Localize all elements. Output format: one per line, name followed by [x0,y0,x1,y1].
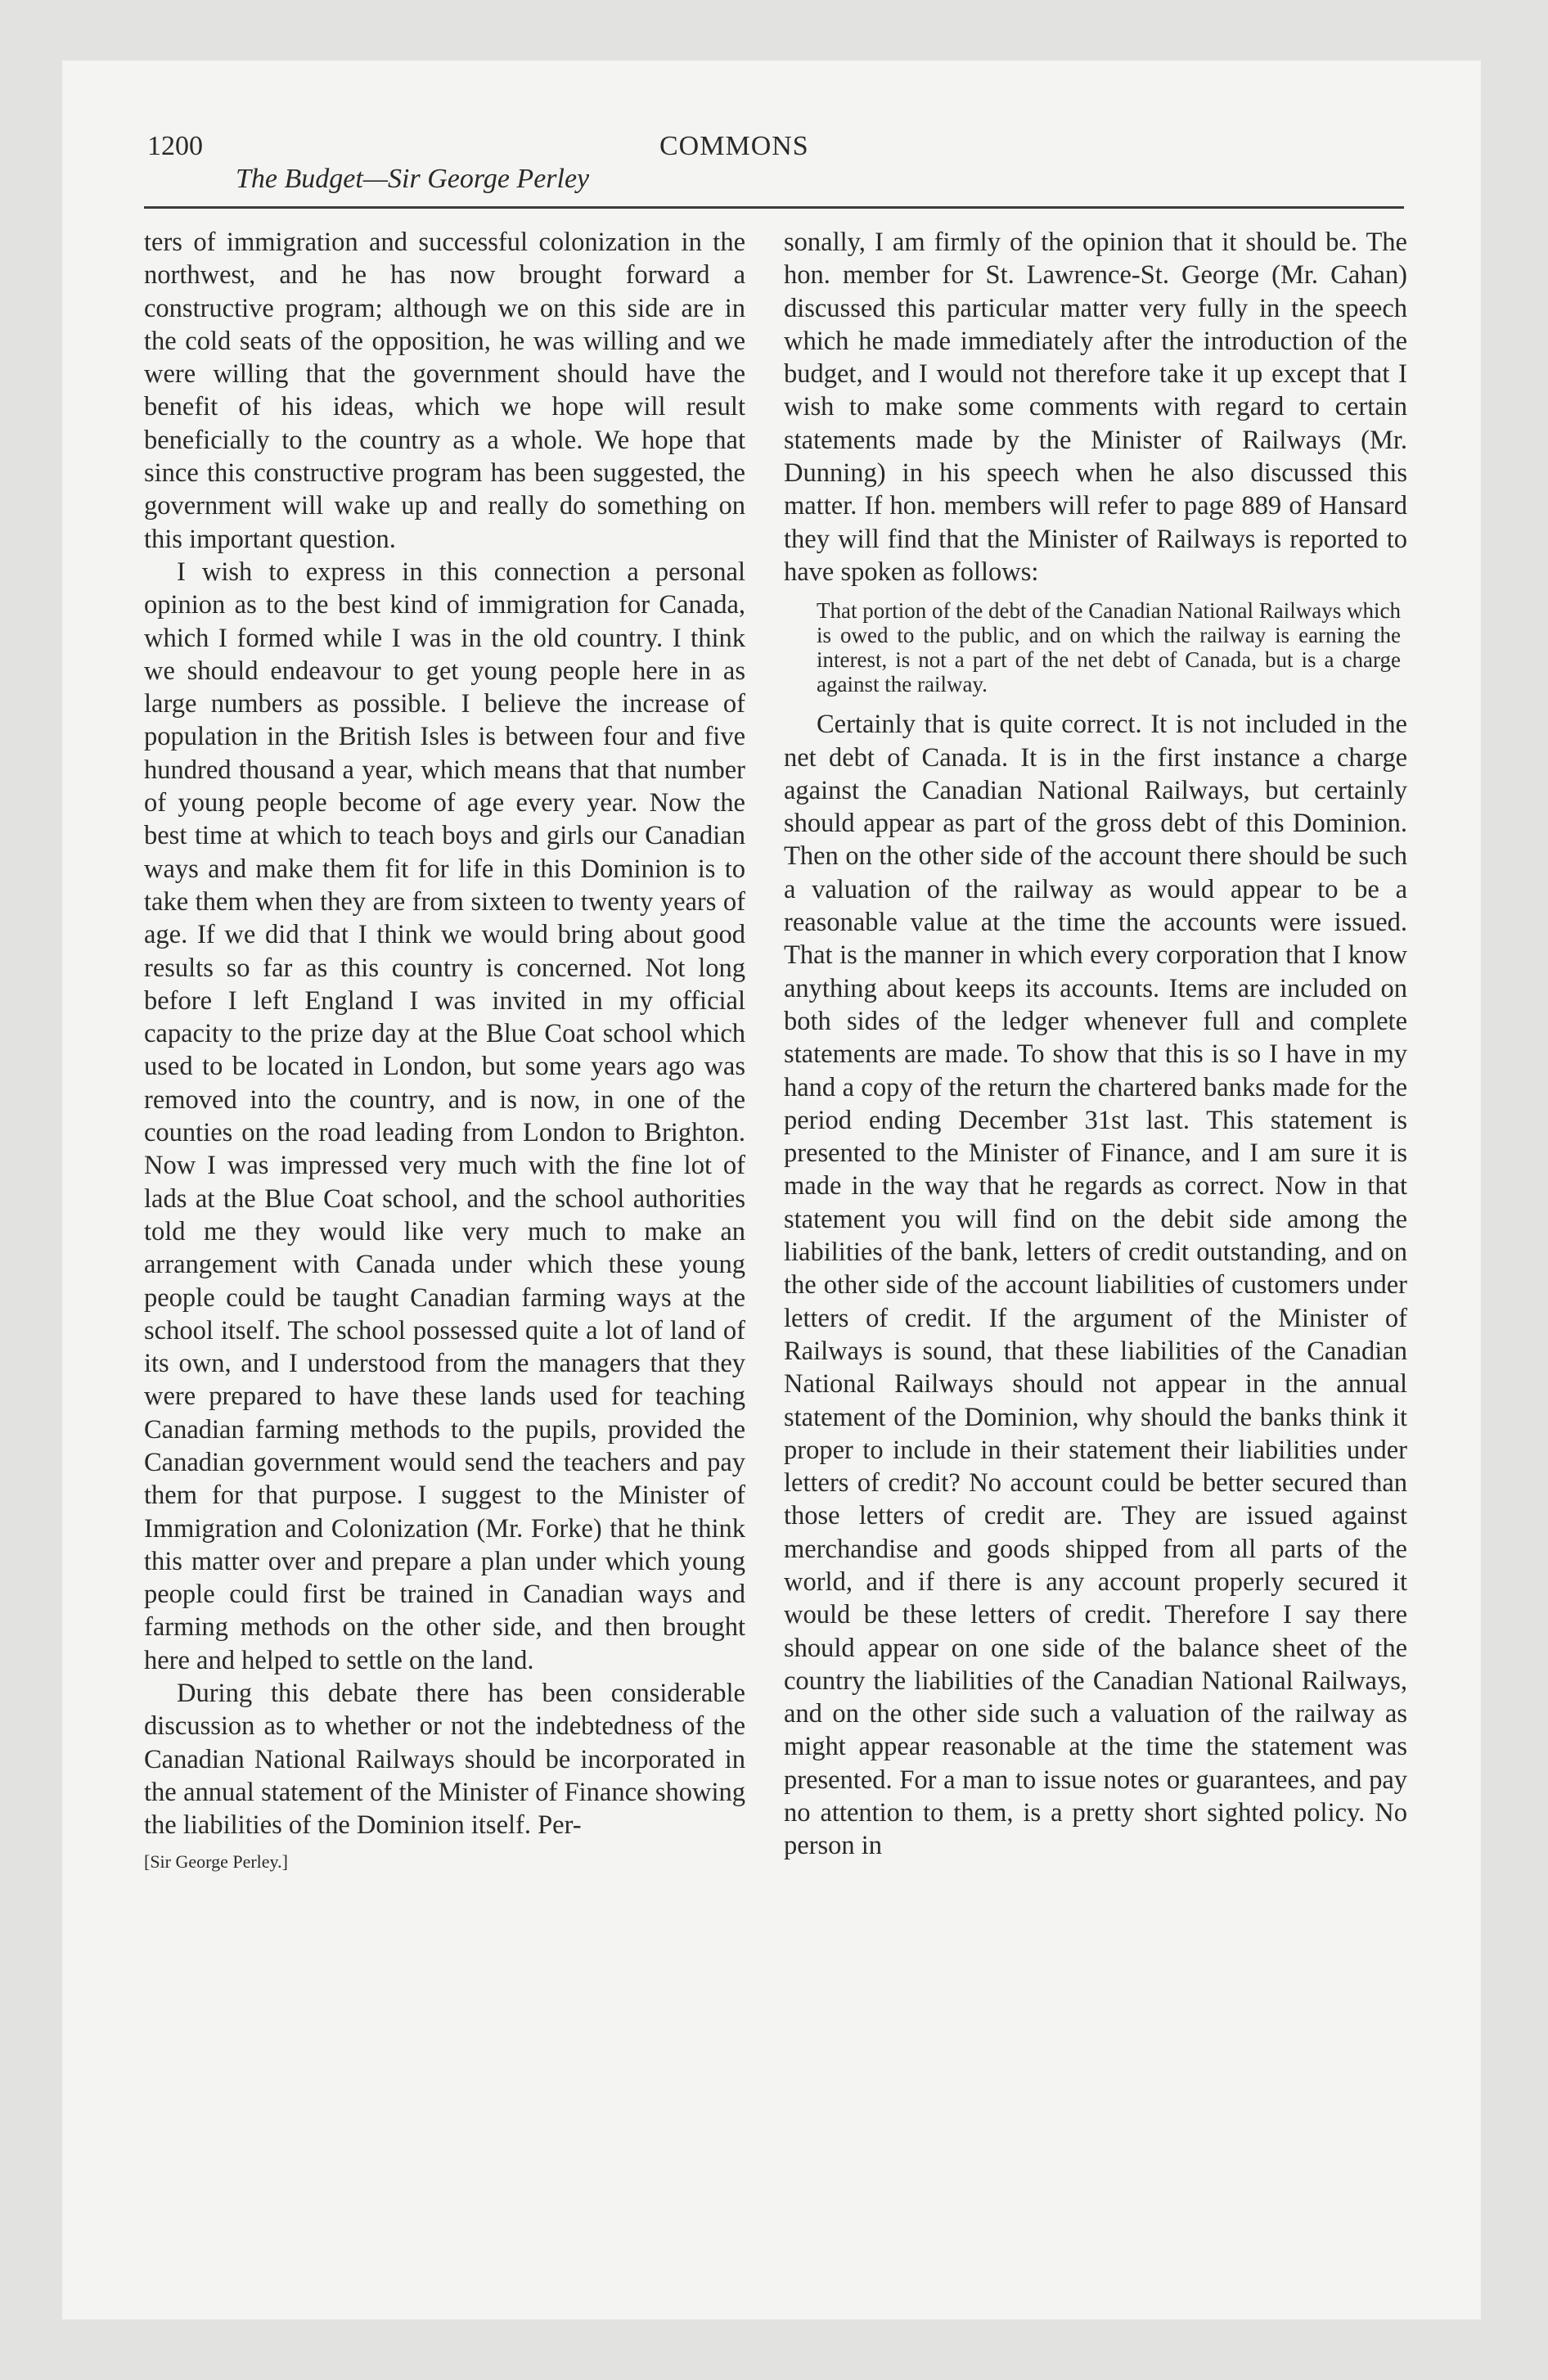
header-rule [144,206,1404,209]
paragraph: I wish to express in this connection a personal opinion as to the best kind of immigration for Canada, which I formed while I was in the old country. I think we should endeavour to get young people here in as large numbers as possible. I believe the increase of population in the British Isles is between four and five hundred thousand a year, which means that that number of young people become of age every year. Now the best time at which to teach boys and girls our Canadian ways and make them fit for life in this Dominion is to take them when they are from sixteen to twenty years of age. If we did that I think we would bring about good results so far as this country is concerned. Not long before I left England I was invited in my official capacity to the prize day at the Blue Coat school which used to be located in London, but some years ago was removed into the country, and is now, in one of the counties on the road leading from London to Brighton. Now I was impressed very much with the fine lot of lads at the Blue Coat school, and the school authorities told me they would like very much to make an arrangement with Canada under which these young people could be taught Canadian farming ways at the school itself. The school possessed quite a lot of land of its own, and I understood from the managers that they were prepared to have these lands used for teaching Canadian farming methods to the pupils, provided the Canadian government would send the teachers and pay them for that purpose. I suggest to the Minister of Immigration and Colonization (Mr. Forke) that he think this matter over and prepare a plan under which young people could first be trained in Canadian ways and farming methods on the other side, and then brought here and helped to settle on the land. [144,557,745,1675]
right-column [784,226,1407,1863]
paragraph: Certainly that is quite correct. It is not included in the net debt of Canada. It is in the first instance a charge against the Canadian National Railways, but certainly should appear as part of the gross debt of this Dominion. Then on the other side of the account there should be such a valuation of the railway as would appear to be a reasonable value at the time the accounts were issued. That is the manner in which every corporation that I know anything about keeps its accounts. Items are included on both sides of the ledger whenever full and complete statements are made. To show that this is so I have in my hand a copy of the return the chartered banks made for the period ending December 31st last. This statement is presented to the Minister of Finance, and I am sure it is made in the way that he regards as correct. Now in that statement you will find on the debit side among the liabilities of the bank, letters of credit outstanding, and on the other side of the account liabilities of customers under letters of credit. If the argument of the Minister of Railways is sound, that these liabilities of the Canadian National Railways should not appear in the annual statement of the Dominion, why should the banks think it proper to include in their statement their liabilities under letters of credit? No account could be better secured than those letters of credit are. They are issued against merchandise and goods shipped from all parts of the world, and if there is any account properly secured it would be these letters of credit. Therefore I say there should appear on one side of the balance sheet of the country the liabilities of the Canadian National Railways, and on the other side such a valuation of the railway as might appear reasonable at the time the statement was presented. For a man to issue notes or guarantees, and pay no attention to them, is a pretty short sighted policy. No person in [784,710,1407,1861]
running-head: The Budget—Sir George Perley [236,164,590,194]
page-header-title: COMMONS [659,131,809,161]
speaker-attribution: [Sir George Perley.] [144,1850,288,1872]
block-quote: That portion of the debt of the Canadian National Railways which is owed to the public, and on which the railway is earning the interest, is not a part of the net debt of Canada, but is a charge against the railway. [817,598,1401,697]
left-column [144,226,745,1873]
paragraph: During this debate there has been considerable discussion as to whether or not the indebtedness of the Canadian National Railways should be incorporated in the annual statement of the Minister of Finance showing the liabilities of the Dominion itself. Per- [144,1679,745,1841]
page-number: 1200 [147,131,203,161]
paragraph: sonally, I am firmly of the opinion that it should be. The hon. member for St. Lawrence-St. George (Mr. Cahan) discussed this particular matter very fully in the speech which he made immediately after the introduction of the budget, and I would not therefore take it up except that I wish to make some comments with regard to certain statements made by the Minister of Railways (Mr. Dunning) in his speech when he also discussed this matter. If hon. members will refer to page 889 of Hansard they will find that the Minister of Railways is reported to have spoken as follows: [784,228,1407,587]
paragraph: ters of immigration and successful colonization in the northwest, and he has now brought forward a constructive program; although we on this side are in the cold seats of the opposition, he was willing and we were willing that the government should have the benefit of his ideas, which we hope will result beneficially to the country as a whole. We hope that since this constructive program has been suggested, the government will wake up and really do something on this important question. [144,228,745,554]
